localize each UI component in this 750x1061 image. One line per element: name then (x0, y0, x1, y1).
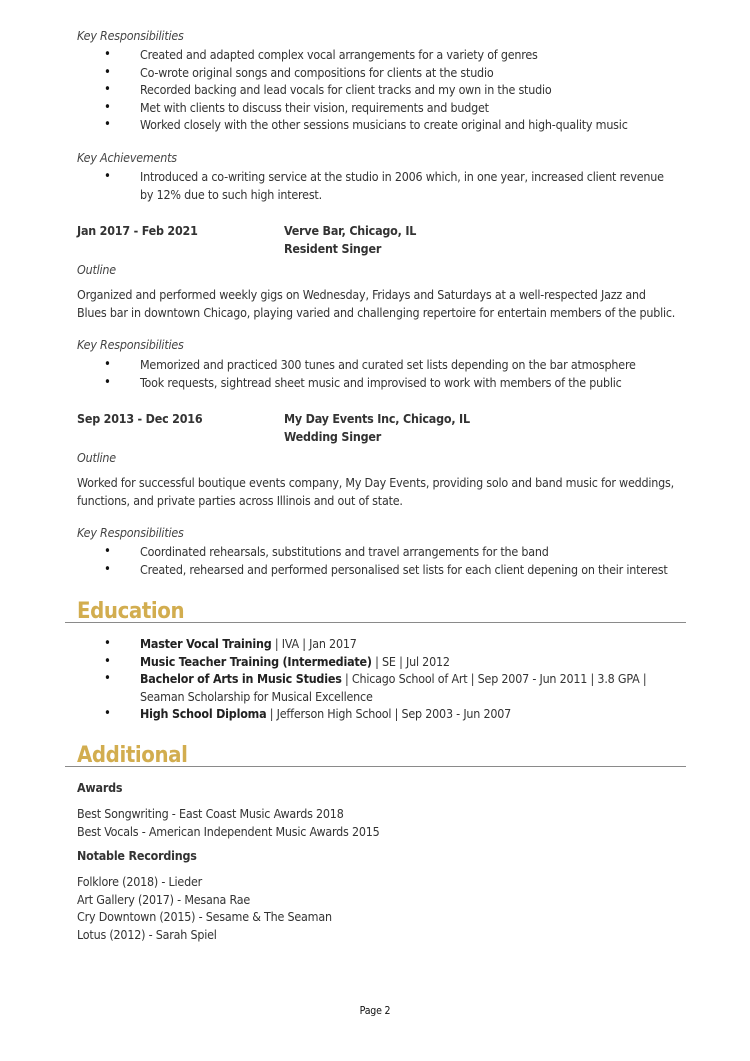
section-heading-education: Education (77, 599, 185, 624)
key-achievements-label: Key Achievements (77, 150, 177, 165)
job-outline: Worked for successful boutique events company, My Day Events, providing solo and band music for weddings, functions, and private parties across Illinois and out of state. (77, 475, 674, 508)
degree-detail: | SE | Jul 2012 (371, 653, 450, 669)
list-item: • Took requests, sightread sheet music and improvised to work with members of the public (77, 374, 677, 392)
degree-name: High School Diploma (140, 706, 267, 722)
key-responsibilities-label: Key Responsibilities (77, 337, 184, 352)
list-item: Best Songwriting - East Coast Music Awards 2018 (77, 806, 344, 821)
list-item: • Coordinated rehearsals, substitutions and travel arrangements for the band (77, 543, 677, 561)
job-employer: Verve Bar, Chicago, IL (284, 223, 417, 238)
responsibilities-list (77, 46, 677, 134)
list-item (77, 670, 677, 705)
responsibilities-list (77, 356, 677, 391)
section-heading-additional: Additional (77, 743, 188, 768)
outline-label: Outline (77, 450, 116, 465)
section-divider (65, 622, 686, 623)
list-item: Best Vocals - American Independent Music Awards 2015 (77, 823, 380, 839)
recordings-list (77, 873, 332, 943)
recordings-label: Notable Recordings (77, 848, 197, 863)
achievements-list (77, 168, 677, 203)
list-item (77, 653, 677, 671)
education-list (77, 635, 677, 723)
job-dates: Sep 2013 - Dec 2016 (77, 411, 203, 426)
outline-label: Outline (77, 262, 116, 277)
job-outline: Organized and performed weekly gigs on Wednesday, Fridays and Saturdays at a well-respected Jazz and Blues bar in downtown Chicago, playing varied and challenging repertoire for entertain members of the public. (77, 287, 676, 320)
section-divider (65, 766, 686, 767)
list-item: • Worked closely with the other sessions musicians to create original and high-quality music (77, 116, 677, 134)
list-item: • Met with clients to discuss their vision, requirements and budget (77, 99, 677, 117)
responsibilities-list (77, 543, 677, 578)
list-item: Lotus (2012) - Sarah Spiel (77, 926, 217, 942)
list-item (77, 705, 677, 723)
list-item: Folklore (2018) - Lieder (77, 874, 203, 889)
list-item (77, 635, 677, 653)
list-item: • Co-wrote original songs and compositions for clients at the studio (77, 64, 677, 82)
degree-name: Music Teacher Training (Intermediate) (140, 653, 372, 669)
job-title: Resident Singer (284, 241, 382, 256)
job-employer: My Day Events Inc, Chicago, IL (284, 411, 470, 426)
list-item: • Introduced a co-writing service at the studio in 2006 which, in one year, increased client revenue by 12% due to such high interest. (77, 168, 677, 203)
degree-name: Master Vocal Training (140, 636, 272, 651)
key-responsibilities-label: Key Responsibilities (77, 28, 184, 43)
list-item: • Created and adapted complex vocal arrangements for a variety of genres (77, 46, 677, 64)
list-item: • Recorded backing and lead vocals for client tracks and my own in the studio (77, 81, 677, 99)
list-item: Cry Downtown (2015) - Sesame & The Seaman (77, 909, 332, 925)
awards-list (77, 805, 380, 840)
job-dates: Jan 2017 - Feb 2021 (77, 223, 198, 238)
page-number: Page 2 (359, 1005, 391, 1017)
degree-name: Bachelor of Arts in Music Studies (140, 671, 342, 687)
key-responsibilities-label: Key Responsibilities (77, 525, 184, 540)
degree-detail: | Chicago School of Art | Sep 2007 - Jun 2011 | 3.8 GPA | Seaman Scholarship for Musical Excellence (140, 671, 647, 704)
list-item: Art Gallery (2017) - Mesana Rae (77, 891, 251, 907)
list-item: • Created, rehearsed and performed personalised set lists for each client depening on their interest (77, 561, 677, 579)
list-item: • Memorized and practiced 300 tunes and curated set lists depending on the bar atmosphere (77, 356, 677, 374)
degree-detail: | Jefferson High School | Sep 2003 - Jun 2007 (266, 706, 512, 722)
awards-label: Awards (77, 780, 123, 795)
job-title: Wedding Singer (284, 429, 382, 444)
degree-detail: | IVA | Jan 2017 (271, 636, 357, 651)
